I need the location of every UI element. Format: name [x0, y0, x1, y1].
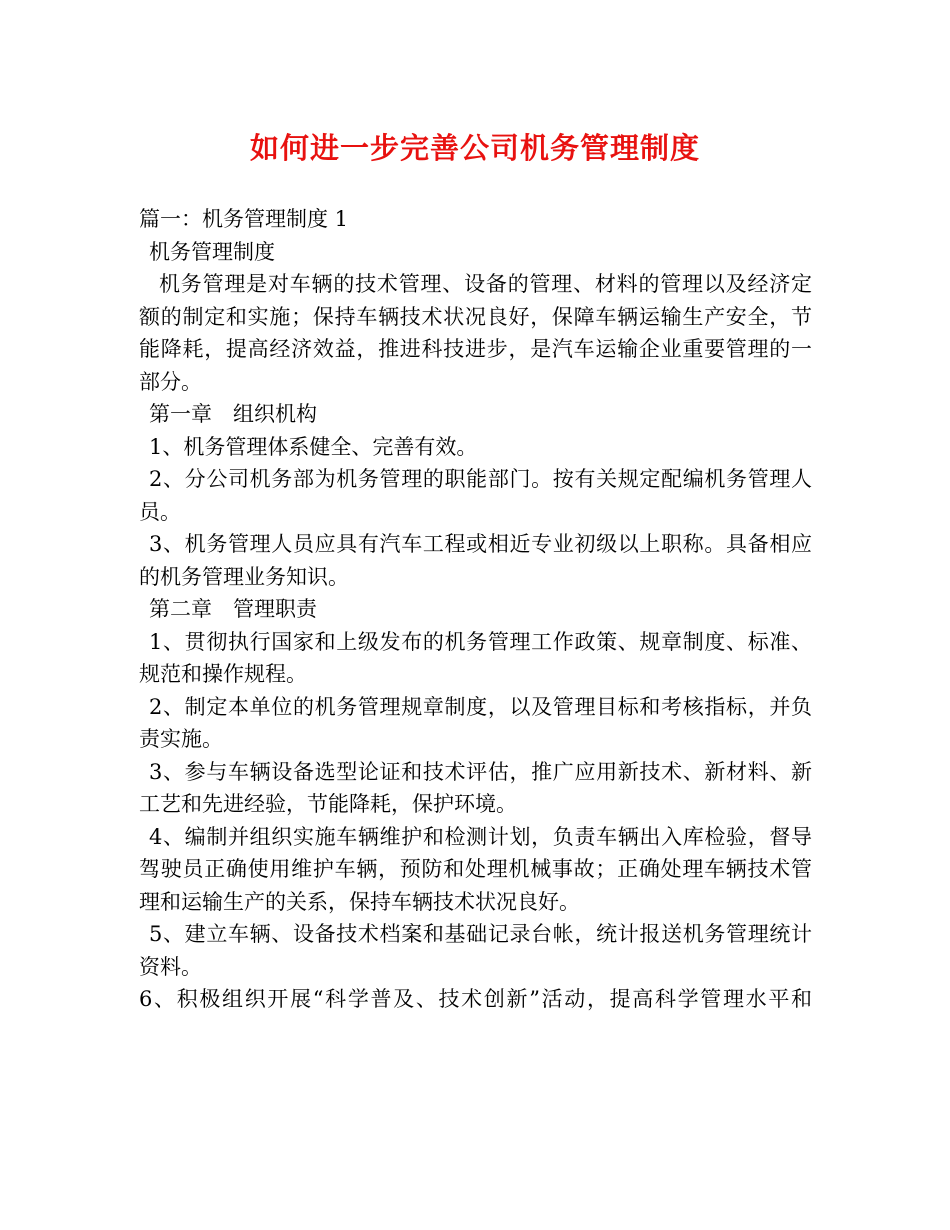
section-heading: 篇一：机务管理制度 1: [139, 207, 349, 231]
document-body: [139, 203, 819, 1016]
list-item-continuation: 责实施。: [139, 727, 223, 751]
paragraph-line: 机务管理是对车辆的技术管理、设备的管理、材料的管理以及经济定: [159, 272, 812, 296]
paragraph-line: 能降耗，提高经济效益，推进科技进步，是汽车运输企业重要管理的一: [139, 337, 812, 361]
list-item-continuation: 驾驶员正确使用维护车辆，预防和处理机械事故；正确处理车辆技术管: [139, 857, 812, 881]
list-item: 5、建立车辆、设备技术档案和基础记录台帐，统计报送机务管理统计: [149, 922, 812, 946]
subsection-heading: 机务管理制度: [149, 239, 275, 264]
list-item: 2、制定本单位的机务管理规章制度，以及管理目标和考核指标，并负: [149, 694, 812, 719]
paragraph-line: 额的制定和实施；保持车辆技术状况良好，保障车辆运输生产安全，节: [139, 304, 812, 329]
list-item: 3、参与车辆设备选型论证和技术评估，推广应用新技术、新材料、新: [149, 759, 812, 784]
paragraph-line: 部分。: [139, 369, 202, 394]
chapter-heading: 第二章 管理职责: [149, 597, 317, 621]
list-item-continuation: 理和运输生产的关系，保持车辆技术状况良好。: [139, 889, 580, 914]
list-item-continuation: 的机务管理业务知识。: [139, 564, 349, 589]
list-item: 1、贯彻执行国家和上级发布的机务管理工作政策、规章制度、标准、: [149, 629, 812, 654]
list-item: 6、积极组织开展“科学普及、技术创新”活动，提高科学管理水平和: [139, 987, 812, 1011]
document-title: 如何进一步完善公司机务管理制度: [249, 131, 700, 165]
list-item-continuation: 资料。: [139, 954, 202, 979]
chapter-heading: 第一章 组织机构: [149, 402, 317, 426]
list-item: 4、编制并组织实施车辆维护和检测计划，负责车辆出入库检验，督导: [149, 824, 812, 849]
list-item-continuation: 员。: [139, 499, 181, 524]
list-item-continuation: 规范和操作规程。: [139, 662, 307, 686]
list-item: 2、分公司机务部为机务管理的职能部门。按有关规定配编机务管理人: [149, 467, 812, 491]
list-item: 3、机务管理人员应具有汽车工程或相近专业初级以上职称。具备相应: [149, 532, 812, 556]
list-item: 1、机务管理体系健全、完善有效。: [149, 434, 478, 459]
list-item-continuation: 工艺和先进经验，节能降耗，保护环境。: [139, 792, 517, 816]
